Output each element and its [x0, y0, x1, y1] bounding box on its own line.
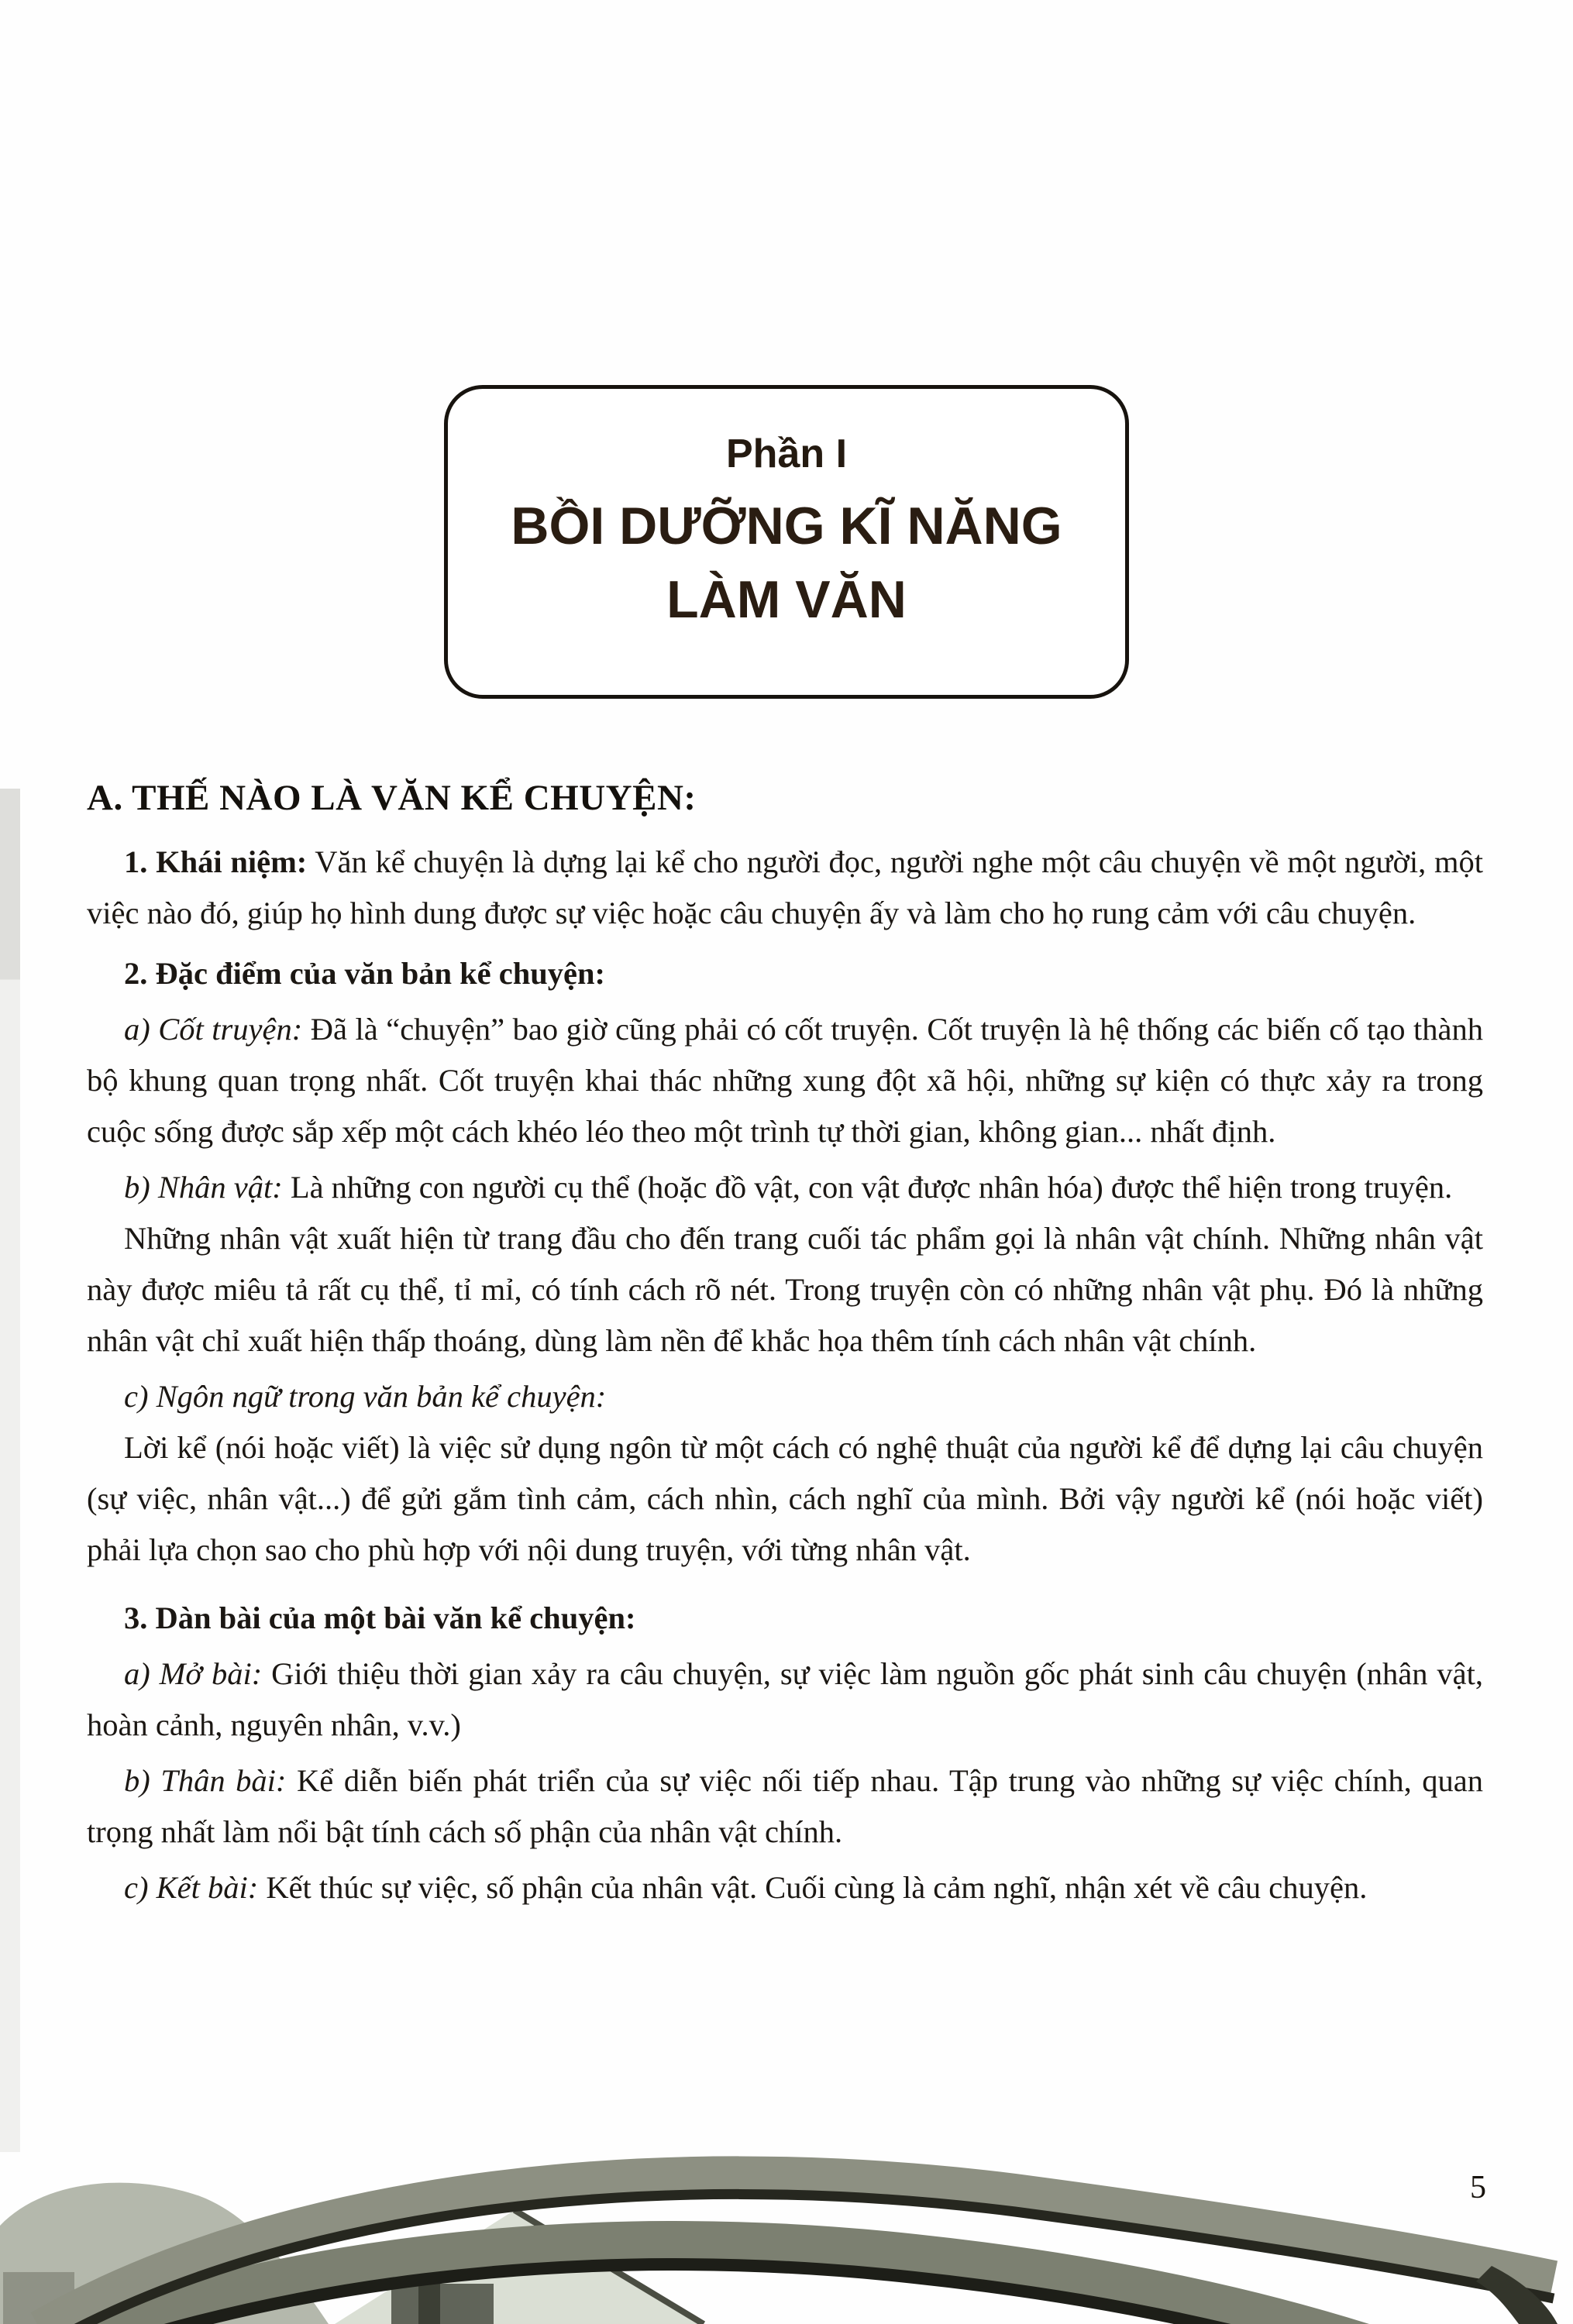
paragraph-text: Những nhân vật xuất hiện từ trang đầu cho đến trang cuối tác phẩm gọi là nhân vật chính. Những nhân vật này được miêu tả rất cụ thể, tỉ mỉ, có tính cách rõ nét. Trong truyện còn có những nhân vật phụ. Đó là những nhân vật chỉ xuất hiện thấp thoáng, dùng làm nền để khắc họa thêm tính cách nhân vật chính.	[87, 1221, 1483, 1358]
subheading-dac-diem: 2. Đặc điểm của văn bản kể chuyện:	[124, 956, 606, 991]
paragraph-lead: b) Nhân vật:	[124, 1170, 283, 1205]
section-heading: A. THẾ NÀO LÀ VĂN KỂ CHUYỆN:	[87, 778, 697, 818]
photo-window-shadow	[418, 2284, 440, 2324]
photo-building-window	[391, 2284, 494, 2324]
paragraph-lead: b) Thân bài:	[124, 1763, 287, 1798]
part-title-line2: LÀM VĂN	[666, 570, 907, 629]
scan-edge-artifact	[0, 789, 20, 2152]
paragraph-text: Văn kể chuyện là dựng lại kể cho người đọc, người nghe một câu chuyện về một người, một việc nào đó, giúp họ hình dung được sự việc hoặc câu chuyện ấy và làm cho họ rung cảm với câu chuyện.	[87, 844, 1483, 930]
paragraph-lead: 1. Khái niệm:	[124, 844, 308, 879]
subheading-dan-bai: 3. Dàn bài của một bài văn kể chuyện:	[124, 1600, 636, 1635]
part-title-line1: BỒI DƯỠNG KĨ NĂNG	[511, 497, 1062, 555]
paragraph-khai-niem	[87, 837, 1483, 939]
paragraph-lead: c) Ngôn ngữ trong văn bản kể chuyện:	[124, 1379, 607, 1414]
paragraph-text: Kể diễn biến phát triển của sự việc nối tiếp nhau. Tập trung vào những sự việc chính, quan trọng nhất làm nổi bật tính cách số phận của nhân vật chính.	[87, 1763, 1484, 1849]
paragraph-cot-truyen	[87, 1004, 1483, 1157]
page-number: 5	[1470, 2170, 1486, 2205]
part-title-box	[444, 385, 1129, 699]
paragraph-text: Là những con người cụ thể (hoặc đồ vật, con vật được nhân hóa) được thể hiện trong truyện.	[290, 1170, 1453, 1205]
subheading-ngon-ngu	[87, 1371, 1483, 1422]
paragraph-nhan-vat-2	[87, 1213, 1483, 1367]
paragraph-text: Lời kể (nói hoặc viết) là việc sử dụng ngôn từ một cách có nghệ thuật của người kể để dựng lại câu chuyện (sự việc, nhân vật...) để gửi gắm tình cảm, cách nhìn, cách nghĩ của mình. Bởi vậy người kể (nói hoặc viết) phải lựa chọn sao cho phù hợp với nội dung truyện, với từng nhân vật.	[87, 1430, 1483, 1567]
footer-photo-arches	[0, 2142, 1573, 2324]
paragraph-lead: c) Kết bài:	[124, 1870, 259, 1905]
paragraph-than-bai	[87, 1755, 1483, 1858]
paragraph-lead: a) Cốt truyện:	[124, 1012, 303, 1047]
paragraph-text: Giới thiệu thời gian xảy ra câu chuyện, sự việc làm nguồn gốc phát sinh câu chuyện (nhân vật, hoàn cảnh, nguyên nhân, v.v.)	[87, 1656, 1484, 1742]
paragraph-mo-bai	[87, 1648, 1483, 1751]
paragraph-nhan-vat	[87, 1162, 1483, 1213]
paragraph-loi-ke	[87, 1422, 1483, 1576]
page-body	[87, 776, 1483, 1913]
paragraph-lead: a) Mở bài:	[124, 1656, 263, 1691]
paragraph-text: Kết thúc sự việc, số phận của nhân vật. Cuối cùng là cảm nghĩ, nhận xét về câu chuyện.	[266, 1870, 1368, 1905]
part-kicker: Phần I	[725, 431, 848, 476]
paragraph-text: Đã là “chuyện” bao giờ cũng phải có cốt truyện. Cốt truyện là hệ thống các biến cố tạo thành bộ khung quan trọng nhất. Cốt truyện khai thác những xung đột xã hội, những sự kiện có thực xảy ra trong cuộc sống được sắp xếp một cách khéo léo theo một trình tự thời gian, không gian... nhất định.	[87, 1012, 1483, 1149]
paragraph-ket-bai	[87, 1862, 1483, 1913]
